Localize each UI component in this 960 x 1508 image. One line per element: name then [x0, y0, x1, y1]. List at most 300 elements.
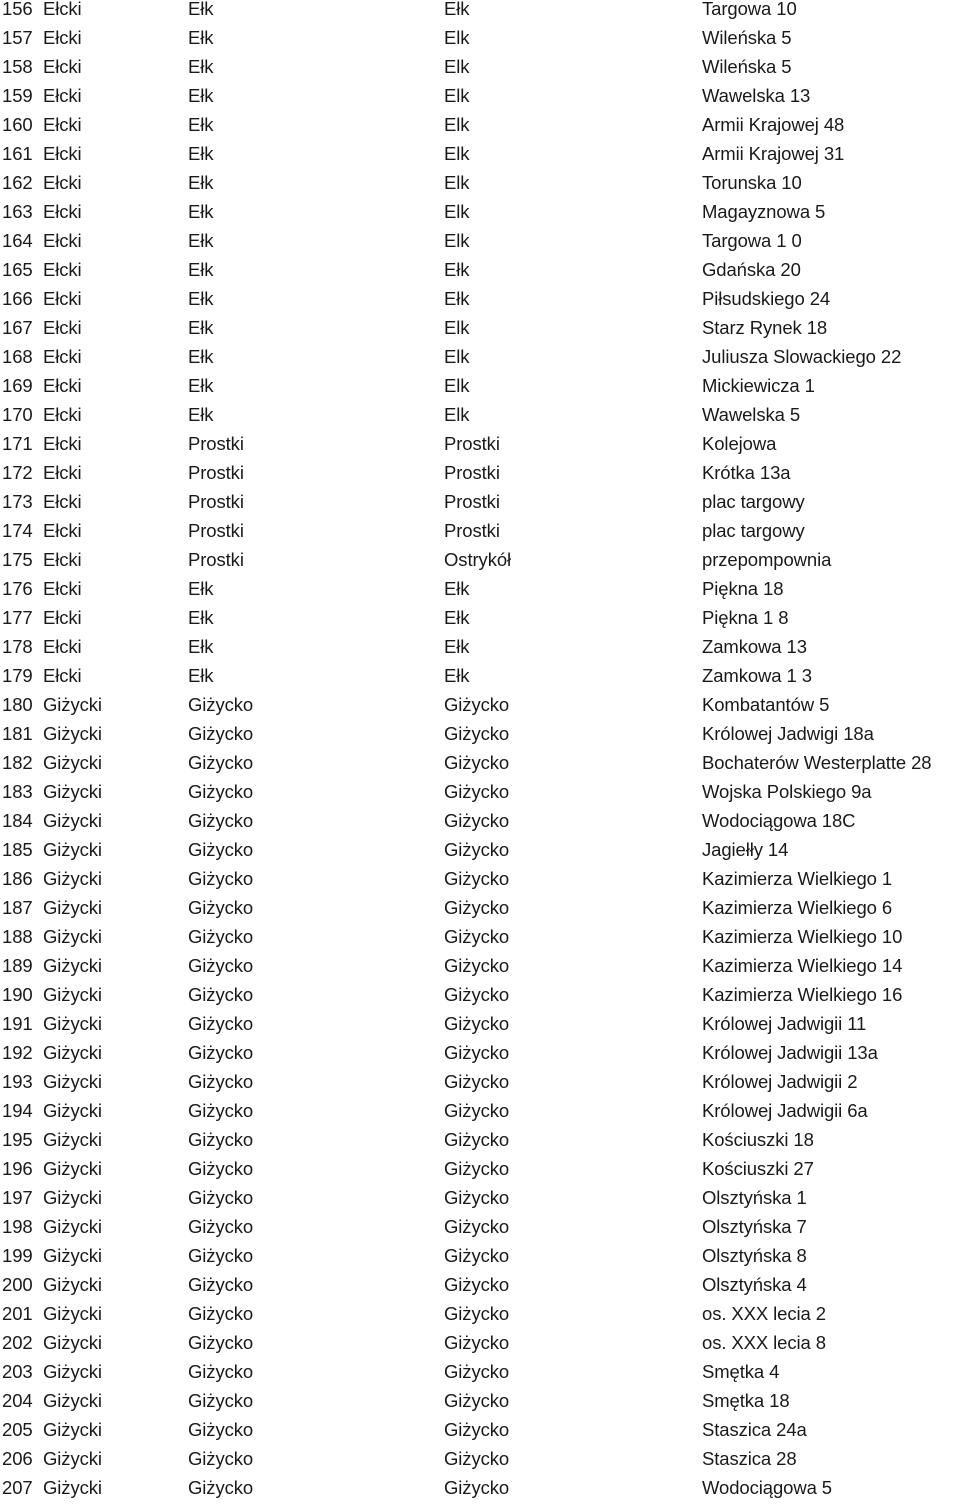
- address-cell: Kościuszki 18: [702, 1129, 814, 1150]
- locality-cell: Giżycko: [444, 781, 510, 802]
- powiat-cell: Giżycki: [43, 1013, 102, 1034]
- address-cell: Staszica 28: [702, 1448, 797, 1469]
- table-row: [0, 870, 960, 899]
- address-cell: Torunska 10: [702, 172, 802, 193]
- table-row: [0, 435, 960, 464]
- gmina-cell: Giżycko: [188, 1361, 254, 1382]
- table-row: [0, 174, 960, 203]
- table-row: [0, 145, 960, 174]
- powiat-cell: Ełcki: [43, 56, 82, 77]
- table-row: [0, 957, 960, 986]
- address-cell: Wileńska 5: [702, 27, 792, 48]
- locality-cell: Elk: [444, 56, 470, 77]
- powiat-cell: Giżycki: [43, 752, 102, 773]
- row-number-cell: 189: [2, 955, 33, 976]
- table-row: [0, 1479, 960, 1508]
- locality-cell: Giżycko: [444, 1390, 510, 1411]
- gmina-cell: Ełk: [188, 172, 214, 193]
- gmina-cell: Ełk: [188, 375, 214, 396]
- gmina-cell: Ełk: [188, 230, 214, 251]
- row-number-cell: 167: [2, 317, 33, 338]
- row-number-cell: 188: [2, 926, 33, 947]
- table-row: [0, 29, 960, 58]
- table-row: [0, 1392, 960, 1421]
- powiat-cell: Giżycki: [43, 781, 102, 802]
- table-row: [0, 1073, 960, 1102]
- address-cell: plac targowy: [702, 491, 805, 512]
- powiat-cell: Ełcki: [43, 288, 82, 309]
- locality-cell: Elk: [444, 346, 470, 367]
- locality-cell: Giżycko: [444, 1216, 510, 1237]
- powiat-cell: Giżycki: [43, 1187, 102, 1208]
- powiat-cell: Ełcki: [43, 433, 82, 454]
- gmina-cell: Ełk: [188, 27, 214, 48]
- row-number-cell: 169: [2, 375, 33, 396]
- gmina-cell: Giżycko: [188, 1013, 254, 1034]
- address-cell: Bochaterów Westerplatte 28: [702, 752, 932, 773]
- locality-cell: Giżycko: [444, 1100, 510, 1121]
- locality-cell: Giżycko: [444, 752, 510, 773]
- powiat-cell: Ełcki: [43, 607, 82, 628]
- gmina-cell: Ełk: [188, 578, 214, 599]
- address-cell: Wawelska 13: [702, 85, 811, 106]
- address-cell: Gdańska 20: [702, 259, 801, 280]
- row-number-cell: 165: [2, 259, 33, 280]
- powiat-cell: Ełcki: [43, 230, 82, 251]
- address-cell: os. XXX lecia 2: [702, 1303, 826, 1324]
- table-row: [0, 232, 960, 261]
- locality-cell: Prostki: [444, 520, 500, 541]
- table-row: [0, 1102, 960, 1131]
- address-cell: Targowa 10: [702, 0, 797, 19]
- address-cell: Piękna 1 8: [702, 607, 789, 628]
- address-cell: Olsztyńska 7: [702, 1216, 807, 1237]
- powiat-cell: Giżycki: [43, 1042, 102, 1063]
- powiat-cell: Giżycki: [43, 868, 102, 889]
- locality-cell: Prostki: [444, 462, 500, 483]
- gmina-cell: Giżycko: [188, 1390, 254, 1411]
- table-row: [0, 319, 960, 348]
- gmina-cell: Ełk: [188, 201, 214, 222]
- locality-cell: Elk: [444, 114, 470, 135]
- gmina-cell: Prostki: [188, 491, 244, 512]
- gmina-cell: Giżycko: [188, 897, 254, 918]
- table-row: [0, 1189, 960, 1218]
- table-row: [0, 406, 960, 435]
- powiat-cell: Ełcki: [43, 0, 82, 19]
- locality-cell: Giżycko: [444, 839, 510, 860]
- row-number-cell: 161: [2, 143, 33, 164]
- locality-cell: Giżycko: [444, 1274, 510, 1295]
- gmina-cell: Giżycko: [188, 810, 254, 831]
- locality-cell: Giżycko: [444, 926, 510, 947]
- locality-cell: Ełk: [444, 578, 470, 599]
- powiat-cell: Giżycki: [43, 694, 102, 715]
- row-number-cell: 190: [2, 984, 33, 1005]
- powiat-cell: Giżycki: [43, 839, 102, 860]
- row-number-cell: 194: [2, 1100, 33, 1121]
- address-cell: Kazimierza Wielkiego 6: [702, 897, 893, 918]
- table-row: [0, 116, 960, 145]
- gmina-cell: Ełk: [188, 0, 214, 19]
- gmina-cell: Giżycko: [188, 752, 254, 773]
- address-cell: przepompownia: [702, 549, 832, 570]
- table-row: [0, 638, 960, 667]
- address-cell: Królowej Jadwigi 18a: [702, 723, 874, 744]
- gmina-cell: Giżycko: [188, 1303, 254, 1324]
- table-row: [0, 1247, 960, 1276]
- locality-cell: Ostrykół: [444, 549, 512, 570]
- gmina-cell: Ełk: [188, 607, 214, 628]
- gmina-cell: Prostki: [188, 520, 244, 541]
- powiat-cell: Giżycki: [43, 1419, 102, 1440]
- gmina-cell: Ełk: [188, 56, 214, 77]
- powiat-cell: Giżycki: [43, 723, 102, 744]
- powiat-cell: Giżycki: [43, 1245, 102, 1266]
- row-number-cell: 171: [2, 433, 33, 454]
- table-row: [0, 1276, 960, 1305]
- row-number-cell: 207: [2, 1477, 33, 1498]
- locality-cell: Ełk: [444, 607, 470, 628]
- powiat-cell: Giżycki: [43, 955, 102, 976]
- address-cell: Kombatantów 5: [702, 694, 830, 715]
- gmina-cell: Giżycko: [188, 1100, 254, 1121]
- row-number-cell: 180: [2, 694, 33, 715]
- powiat-cell: Giżycki: [43, 1158, 102, 1179]
- address-cell: Armii Krajowej 31: [702, 143, 845, 164]
- address-cell: Armii Krajowej 48: [702, 114, 845, 135]
- row-number-cell: 192: [2, 1042, 33, 1063]
- gmina-cell: Giżycko: [188, 1042, 254, 1063]
- locality-cell: Giżycko: [444, 1245, 510, 1266]
- table-row: [0, 261, 960, 290]
- row-number-cell: 164: [2, 230, 33, 251]
- row-number-cell: 157: [2, 27, 33, 48]
- table-row: [0, 493, 960, 522]
- row-number-cell: 198: [2, 1216, 33, 1237]
- locality-cell: Giżycko: [444, 897, 510, 918]
- locality-cell: Ełk: [444, 636, 470, 657]
- table-row: [0, 783, 960, 812]
- table-row: [0, 551, 960, 580]
- address-cell: Starz Rynek 18: [702, 317, 828, 338]
- table-row: [0, 986, 960, 1015]
- address-cell: Kazimierza Wielkiego 1: [702, 868, 893, 889]
- address-cell: Jagiełły 14: [702, 839, 789, 860]
- row-number-cell: 166: [2, 288, 33, 309]
- row-number-cell: 174: [2, 520, 33, 541]
- row-number-cell: 191: [2, 1013, 33, 1034]
- address-cell: Kazimierza Wielkiego 16: [702, 984, 903, 1005]
- row-number-cell: 178: [2, 636, 33, 657]
- address-cell: plac targowy: [702, 520, 805, 541]
- address-cell: Piłsudskiego 24: [702, 288, 831, 309]
- powiat-cell: Giżycki: [43, 1100, 102, 1121]
- powiat-cell: Ełcki: [43, 404, 82, 425]
- address-cell: Kolejowa: [702, 433, 777, 454]
- powiat-cell: Ełcki: [43, 143, 82, 164]
- address-cell: Piękna 18: [702, 578, 784, 599]
- gmina-cell: Giżycko: [188, 984, 254, 1005]
- address-cell: Królowej Jadwigii 13a: [702, 1042, 878, 1063]
- powiat-cell: Ełcki: [43, 172, 82, 193]
- gmina-cell: Ełk: [188, 259, 214, 280]
- gmina-cell: Prostki: [188, 433, 244, 454]
- locality-cell: Giżycko: [444, 1477, 510, 1498]
- gmina-cell: Giżycko: [188, 1419, 254, 1440]
- address-cell: Wodociągowa 5: [702, 1477, 832, 1498]
- row-number-cell: 185: [2, 839, 33, 860]
- locality-cell: Ełk: [444, 288, 470, 309]
- table-row: [0, 841, 960, 870]
- table-row: [0, 1305, 960, 1334]
- gmina-cell: Ełk: [188, 317, 214, 338]
- gmina-cell: Ełk: [188, 143, 214, 164]
- row-number-cell: 197: [2, 1187, 33, 1208]
- locality-cell: Elk: [444, 27, 470, 48]
- powiat-cell: Giżycki: [43, 1448, 102, 1469]
- table-row: [0, 522, 960, 551]
- locality-cell: Giżycko: [444, 810, 510, 831]
- table-row: [0, 580, 960, 609]
- row-number-cell: 200: [2, 1274, 33, 1295]
- table-row: [0, 1450, 960, 1479]
- address-cell: Olsztyńska 4: [702, 1274, 807, 1295]
- locality-cell: Elk: [444, 317, 470, 338]
- locality-cell: Ełk: [444, 259, 470, 280]
- table-row: [0, 1160, 960, 1189]
- table-row: [0, 899, 960, 928]
- row-number-cell: 206: [2, 1448, 33, 1469]
- gmina-cell: Giżycko: [188, 926, 254, 947]
- row-number-cell: 202: [2, 1332, 33, 1353]
- gmina-cell: Ełk: [188, 85, 214, 106]
- powiat-cell: Giżycki: [43, 926, 102, 947]
- locality-cell: Elk: [444, 201, 470, 222]
- row-number-cell: 160: [2, 114, 33, 135]
- gmina-cell: Giżycko: [188, 1129, 254, 1150]
- powiat-cell: Ełcki: [43, 375, 82, 396]
- powiat-cell: Giżycki: [43, 1332, 102, 1353]
- row-number-cell: 204: [2, 1390, 33, 1411]
- locality-cell: Elk: [444, 375, 470, 396]
- locality-cell: Elk: [444, 172, 470, 193]
- gmina-cell: Giżycko: [188, 955, 254, 976]
- row-number-cell: 201: [2, 1303, 33, 1324]
- powiat-cell: Giżycki: [43, 1477, 102, 1498]
- gmina-cell: Giżycko: [188, 1158, 254, 1179]
- powiat-cell: Giżycki: [43, 1303, 102, 1324]
- locality-cell: Giżycko: [444, 1361, 510, 1382]
- powiat-cell: Giżycki: [43, 984, 102, 1005]
- powiat-cell: Ełcki: [43, 259, 82, 280]
- row-number-cell: 181: [2, 723, 33, 744]
- address-cell: os. XXX lecia 8: [702, 1332, 826, 1353]
- locality-cell: Giżycko: [444, 723, 510, 744]
- powiat-cell: Giżycki: [43, 1129, 102, 1150]
- powiat-cell: Giżycki: [43, 1361, 102, 1382]
- locality-cell: Prostki: [444, 491, 500, 512]
- address-cell: Zamkowa 13: [702, 636, 807, 657]
- table-row: [0, 1131, 960, 1160]
- locality-cell: Elk: [444, 404, 470, 425]
- gmina-cell: Giżycko: [188, 1071, 254, 1092]
- address-cell: Staszica 24a: [702, 1419, 807, 1440]
- row-number-cell: 158: [2, 56, 33, 77]
- address-cell: Olsztyńska 1: [702, 1187, 807, 1208]
- address-cell: Kościuszki 27: [702, 1158, 814, 1179]
- gmina-cell: Ełk: [188, 346, 214, 367]
- gmina-cell: Giżycko: [188, 839, 254, 860]
- gmina-cell: Giżycko: [188, 1216, 254, 1237]
- locality-cell: Ełk: [444, 665, 470, 686]
- powiat-cell: Ełcki: [43, 317, 82, 338]
- locality-cell: Giżycko: [444, 1013, 510, 1034]
- powiat-cell: Ełcki: [43, 520, 82, 541]
- row-number-cell: 175: [2, 549, 33, 570]
- powiat-cell: Giżycki: [43, 1216, 102, 1237]
- table-row: [0, 928, 960, 957]
- gmina-cell: Prostki: [188, 549, 244, 570]
- table-row: [0, 1015, 960, 1044]
- table-row: [0, 696, 960, 725]
- gmina-cell: Giżycko: [188, 1245, 254, 1266]
- row-number-cell: 168: [2, 346, 33, 367]
- row-number-cell: 205: [2, 1419, 33, 1440]
- locality-cell: Giżycko: [444, 1187, 510, 1208]
- locality-cell: Giżycko: [444, 1042, 510, 1063]
- row-number-cell: 170: [2, 404, 33, 425]
- table-row: [0, 203, 960, 232]
- locality-cell: Giżycko: [444, 1071, 510, 1092]
- row-number-cell: 177: [2, 607, 33, 628]
- table-row: [0, 348, 960, 377]
- table-row: [0, 1421, 960, 1450]
- row-number-cell: 159: [2, 85, 33, 106]
- table-row: [0, 667, 960, 696]
- table-row: [0, 1363, 960, 1392]
- table-row: [0, 1334, 960, 1363]
- row-number-cell: 173: [2, 491, 33, 512]
- address-cell: Olsztyńska 8: [702, 1245, 807, 1266]
- row-number-cell: 184: [2, 810, 33, 831]
- locality-cell: Giżycko: [444, 1129, 510, 1150]
- table-row: [0, 58, 960, 87]
- row-number-cell: 179: [2, 665, 33, 686]
- table-row: [0, 1044, 960, 1073]
- locality-cell: Giżycko: [444, 1158, 510, 1179]
- address-cell: Kazimierza Wielkiego 14: [702, 955, 903, 976]
- table-row: [0, 87, 960, 116]
- address-cell: Smętka 18: [702, 1390, 790, 1411]
- address-cell: Mickiewicza 1: [702, 375, 815, 396]
- powiat-cell: Giżycki: [43, 1390, 102, 1411]
- address-cell: Wodociągowa 18C: [702, 810, 856, 831]
- powiat-cell: Ełcki: [43, 491, 82, 512]
- address-cell: Magayznowa 5: [702, 201, 826, 222]
- powiat-cell: Ełcki: [43, 346, 82, 367]
- locality-cell: Giżycko: [444, 1448, 510, 1469]
- row-number-cell: 186: [2, 868, 33, 889]
- table-row: [0, 377, 960, 406]
- powiat-cell: Ełcki: [43, 27, 82, 48]
- table-row: [0, 725, 960, 754]
- row-number-cell: 203: [2, 1361, 33, 1382]
- row-number-cell: 187: [2, 897, 33, 918]
- powiat-cell: Ełcki: [43, 462, 82, 483]
- gmina-cell: Ełk: [188, 665, 214, 686]
- table-row: [0, 812, 960, 841]
- address-cell: Królowej Jadwigii 11: [702, 1013, 867, 1034]
- locality-cell: Elk: [444, 230, 470, 251]
- row-number-cell: 193: [2, 1071, 33, 1092]
- locality-cell: Prostki: [444, 433, 500, 454]
- powiat-cell: Giżycki: [43, 810, 102, 831]
- gmina-cell: Giżycko: [188, 694, 254, 715]
- address-cell: Wojska Polskiego 9a: [702, 781, 872, 802]
- locality-cell: Giżycko: [444, 955, 510, 976]
- gmina-cell: Ełk: [188, 114, 214, 135]
- row-number-cell: 156: [2, 0, 33, 19]
- gmina-cell: Ełk: [188, 404, 214, 425]
- row-number-cell: 196: [2, 1158, 33, 1179]
- powiat-cell: Ełcki: [43, 665, 82, 686]
- powiat-cell: Ełcki: [43, 85, 82, 106]
- table-row: [0, 754, 960, 783]
- powiat-cell: Ełcki: [43, 114, 82, 135]
- powiat-cell: Giżycki: [43, 1274, 102, 1295]
- locality-cell: Giżycko: [444, 1332, 510, 1353]
- row-number-cell: 176: [2, 578, 33, 599]
- powiat-cell: Ełcki: [43, 636, 82, 657]
- powiat-cell: Ełcki: [43, 578, 82, 599]
- locality-cell: Giżycko: [444, 1419, 510, 1440]
- powiat-cell: Giżycki: [43, 1071, 102, 1092]
- row-number-cell: 199: [2, 1245, 33, 1266]
- address-cell: Królowej Jadwigii 6a: [702, 1100, 868, 1121]
- powiat-cell: Ełcki: [43, 201, 82, 222]
- gmina-cell: Giżycko: [188, 1274, 254, 1295]
- table-row: [0, 0, 960, 29]
- gmina-cell: Giżycko: [188, 1332, 254, 1353]
- gmina-cell: Giżycko: [188, 1477, 254, 1498]
- gmina-cell: Giżycko: [188, 868, 254, 889]
- gmina-cell: Ełk: [188, 636, 214, 657]
- powiat-cell: Ełcki: [43, 549, 82, 570]
- gmina-cell: Giżycko: [188, 1448, 254, 1469]
- address-cell: Smętka 4: [702, 1361, 780, 1382]
- table-row: [0, 1218, 960, 1247]
- row-number-cell: 182: [2, 752, 33, 773]
- powiat-cell: Giżycki: [43, 897, 102, 918]
- locality-cell: Elk: [444, 143, 470, 164]
- address-cell: Królowej Jadwigii 2: [702, 1071, 858, 1092]
- address-cell: Wawelska 5: [702, 404, 801, 425]
- table-row: [0, 464, 960, 493]
- gmina-cell: Giżycko: [188, 723, 254, 744]
- row-number-cell: 172: [2, 462, 33, 483]
- locality-cell: Elk: [444, 85, 470, 106]
- locality-cell: Giżycko: [444, 694, 510, 715]
- locality-cell: Ełk: [444, 0, 470, 19]
- table-row: [0, 609, 960, 638]
- gmina-cell: Ełk: [188, 288, 214, 309]
- locality-cell: Giżycko: [444, 1303, 510, 1324]
- row-number-cell: 162: [2, 172, 33, 193]
- address-cell: Wileńska 5: [702, 56, 792, 77]
- gmina-cell: Prostki: [188, 462, 244, 483]
- address-cell: Juliusza Slowackiego 22: [702, 346, 902, 367]
